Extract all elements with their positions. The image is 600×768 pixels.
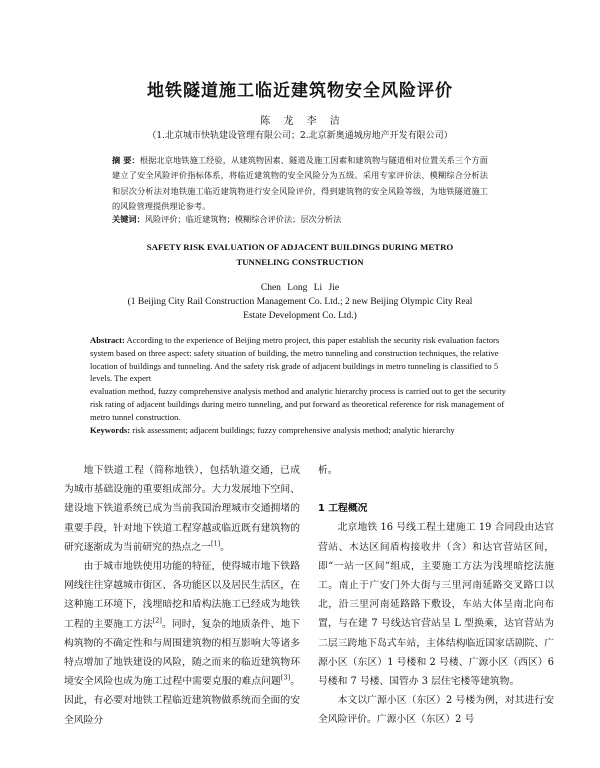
body-paragraph-continued: 析。 xyxy=(318,465,338,476)
citation-ref: [3] xyxy=(280,673,291,682)
english-affiliation: (1 Beijing City Rail Construction Management Co. Ltd.; 2 new Beijing Olympic City Real Estate Development Co. Ltd.) xyxy=(127,297,473,321)
chinese-abstract-text: 根据北京地铁施工经验，从建筑物因素、隧道及施工因素和建筑物与隧道相对位置关系三个方面建立了安全风险评价指标体系，将临近建筑物的安全风险分为五级。采用专家评价法、模糊综合分析法和层次分析法对地铁施工临近建筑物进行安全风险评价，得到建筑物的安全风险等级，为地铁隧道施工的风险管理提供理论参考。 xyxy=(112,155,488,212)
text-run: 。 xyxy=(220,541,230,553)
body-right-column xyxy=(318,461,554,730)
text-run: 由于城市地铁使用功能的特征，使得城市地下铁路网线往往穿越城市街区、各功能区以及居民生活区，在这种施工环境下，浅埋暗挖和盾构法施工已经成为地铁工程的主要施工方法 xyxy=(64,561,300,630)
citation-ref: [2] xyxy=(152,616,162,625)
section-heading: 1 工程概况 xyxy=(318,503,368,515)
english-keywords-text: risk assessment; adjacent buildings; fuzzy comprehensive analysis method; analytic hierarchy xyxy=(130,425,455,435)
citation-ref: [1] xyxy=(210,539,221,548)
body-paragraph xyxy=(64,461,300,557)
chinese-keywords-text: 风险评价；临近建筑物；模糊综合评价法；层次分析法 xyxy=(144,214,342,224)
chinese-abstract xyxy=(112,153,488,215)
paper-title: 地铁隧道施工临近建筑物安全风险评价 xyxy=(147,81,453,101)
text-run: 地下铁道工程（简称地铁），包括轨道交通，已成为城市基础设施的重要组成部分。大力发展地下空间、建设地下铁道系统已成为当前我国治理城市交通拥堵的重要手段，针对地下铁道工程穿越或临近既有建筑物的研究逐渐成为当前研究的热点之一 xyxy=(64,465,300,553)
affiliation: （1.北京城市快轨建设管理有限公司；2.北京新奥通城房地产开发有限公司） xyxy=(147,131,453,141)
text-run: 。同时，复杂的地质条件、地下构筑物的不确定性和与周围建筑物的相互影响大等诸多特点增加了地铁建设的风险，随之而来的临近建筑物环境安全风险也成为施工过程中需要克服的难点问题 xyxy=(64,618,301,688)
body-paragraph: 北京地铁 16 号线工程土建施工 19 合同段由达官营站、木达区间盾构接收井（含）和达官营站区间，即“一站一区间”组成，主要施工方法为浅埋暗挖法施工。南止于广安门外大街与三里河南延路交叉路口以北，沿三里河南延路路下敷设，车站大体呈南北向布置，与在建 7 号线达官营站呈 L 型换乘，达官营站为二层三跨地下岛式车站，主体结构临近国家话剧院、广源小区（东区）1 号楼和 2 号楼、广源小区（西区）6 号楼和 7 号楼、国管办 3 层住宅楼等建筑物。 xyxy=(318,522,554,688)
english-abstract-label: Abstract: xyxy=(90,335,125,345)
english-abstract-text-2: evaluation method, fuzzy comprehensive analysis method and analytic hierarchy process is carried out to get the security risk rating of adjacent buildings during metro tunneling, and put forward as theoretical reference for risk management of metro tunnel construction. xyxy=(90,386,506,422)
english-keywords xyxy=(90,424,510,437)
english-abstract-text-1: According to the experience of Beijing metro project, this paper establish the security risk evaluation factors system based on three aspect: safety situation of building, the metro tunneling and construction techniques, the relative location of buildings and tunneling. And the safety risk grade of adjacent buildings in metro tunneling is classified to 5 levels. The expert xyxy=(90,335,500,384)
english-abstract xyxy=(90,334,510,424)
english-keywords-label: Keywords: xyxy=(90,425,131,435)
chinese-keywords-label: 关键词： xyxy=(112,214,145,224)
text-run: 。因此，有必要对地铁工程临近建筑物做系统而全面的安全风险分 xyxy=(64,676,301,726)
chinese-abstract-label: 摘 要： xyxy=(112,155,140,165)
authors: 陈 龙 李 洁 xyxy=(260,116,340,127)
body-paragraph: 本文以广源小区（东区）2 号楼为例，对其进行安全风险评价。广源小区（东区）2 号 xyxy=(318,695,554,726)
body-paragraph xyxy=(64,557,300,730)
body-left-column xyxy=(64,461,300,730)
english-authors: Chen Long Li Jie xyxy=(260,283,340,293)
english-title: SAFETY RISK EVALUATION OF ADJACENT BUILDINGS DURING METRO TUNNELING CONSTRUCTION xyxy=(146,242,454,267)
chinese-keywords xyxy=(112,212,488,226)
